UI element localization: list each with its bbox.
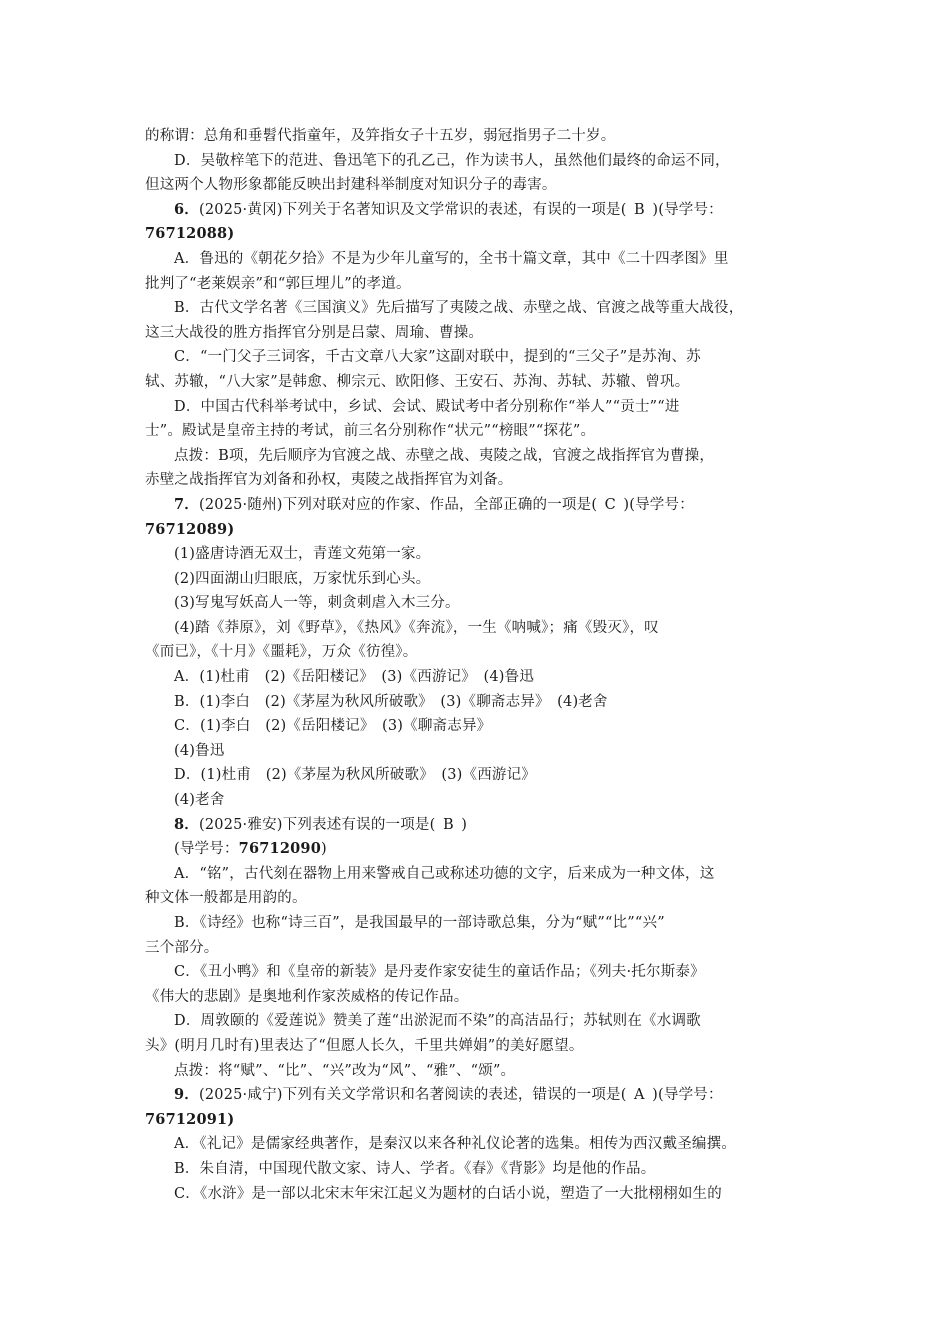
option-line: 轼、苏辙，“八大家”是韩愈、柳宗元、欧阳修、王安石、苏洵、苏轼、苏辙、曾巩。 <box>145 373 690 390</box>
answer-letter: B <box>634 201 645 218</box>
question-number: 8． <box>174 815 199 833</box>
document-content <box>145 124 815 1206</box>
option-line: B．(1)李白 (2)《茅屋为秋风所破歌》 (3)《聊斋志异》 (4)老舍 <box>174 693 608 710</box>
answer-letter: C <box>604 496 616 513</box>
question-text: (2025·随州)下列对联对应的作家、作品，全部正确的一项是( <box>199 496 598 513</box>
answer-letter: B <box>442 816 454 833</box>
answer-letter: A <box>634 1087 645 1104</box>
option-line: B．朱自清，中国现代散文家、诗人、学者。《春》《背影》均是他的作品。 <box>174 1160 656 1177</box>
option-line: A．鲁迅的《朝花夕拾》不是为少年儿童写的，全书十篇文章，其中《二十四孝图》里 <box>174 250 729 267</box>
option-line: 《伟大的悲剧》是奥地利作家茨威格的传记作品。 <box>145 988 469 1005</box>
option-line: A．(1)杜甫 (2)《岳阳楼记》 (3)《西游记》 (4)鲁迅 <box>174 669 535 686</box>
couplet-line: (1)盛唐诗酒无双士，青莲文苑第一家。 <box>174 546 431 563</box>
guide-number: 76712088) <box>145 225 235 243</box>
question-8-stem <box>145 813 815 838</box>
couplet-line: (3)写鬼写妖高人一等，刺贪刺虐入木三分。 <box>174 595 460 612</box>
couplet-line: (2)四面湖山归眼底，万家忧乐到心头。 <box>174 570 431 587</box>
question-number: 9． <box>174 1086 199 1104</box>
guide-number: 76712090 <box>238 840 321 858</box>
question-text: (2025·咸宁)下列有关文学常识和名著阅读的表述，错误的一项是( <box>199 1087 627 1104</box>
option-line: A．《礼记》是儒家经典著作，是秦汉以来各种礼仪论著的选集。相传为西汉戴圣编撰。 <box>174 1136 737 1153</box>
option-line: 这三大战役的胜方指挥官分别是吕蒙、周瑜、曹操。 <box>145 324 484 341</box>
option-line: A．“铭”，古代刻在器物上用来警戒自己或称述功德的文字，后来成为一种文体，这 <box>174 865 715 882</box>
hint-line: 赤壁之战指挥官为刘备和孙权，夷陵之战指挥官为刘备。 <box>145 472 513 489</box>
couplet-line: 《而已》，《十月》《噩耗》，万众《彷徨》。 <box>145 644 418 661</box>
option-line: B．古代文学名著《三国演义》先后描写了夷陵之战、赤壁之战、官渡之战等重大战役， <box>174 300 744 317</box>
option-line: 三个部分。 <box>145 939 219 956</box>
option-line: D．中国古代科举考试中，乡试、会试、殿试考中者分别称作“举人”“贡士”“进 <box>174 398 680 415</box>
option-line: C．《水浒》是一部以北宋末年宋江起义为题材的白话小说，塑造了一大批栩栩如生的 <box>174 1185 722 1202</box>
option-line: 批判了“老莱娱亲”和“郭巨埋儿”的孝道。 <box>145 275 411 292</box>
option-line: C．“一门父子三词客，千古文章八大家”这副对联中，提到的“三父子”是苏洵、苏 <box>174 349 701 366</box>
guide-suffix: ) <box>321 841 327 858</box>
text-line: 但这两个人物形象都能反映出封建科举制度对知识分子的毒害。 <box>145 177 557 194</box>
guide-number: 76712089) <box>145 520 235 538</box>
option-line: (4)鲁迅 <box>174 742 225 759</box>
question-9-stem <box>145 1083 815 1108</box>
couplet-line: (4)踏《莽原》，刘《野草》，《热风》《奔流》，一生《呐喊》；痛《毁灭》，叹 <box>174 619 659 636</box>
question-6-stem <box>145 198 815 223</box>
option-line: C．《丑小鸭》和《皇帝的新装》是丹麦作家安徒生的童话作品；《列夫·托尔斯泰》 <box>174 964 705 981</box>
guide-prefix: (导学号： <box>174 841 239 858</box>
question-text: (2025·黄冈)下列关于名著知识及文学常识的表述，有误的一项是( <box>199 201 627 218</box>
question-number: 6． <box>174 200 199 218</box>
question-tail: )(导学号： <box>623 496 694 513</box>
option-line: C．(1)李白 (2)《岳阳楼记》 (3)《聊斋志异》 <box>174 718 492 735</box>
guide-number: 76712091) <box>145 1110 235 1128</box>
option-line: D．周敦颐的《爱莲说》赞美了莲“出淤泥而不染”的高洁品行；苏轼则在《水调歌 <box>174 1013 701 1030</box>
guide-number-line <box>145 837 815 862</box>
question-7-stem <box>145 493 815 518</box>
question-tail: ) <box>461 816 468 833</box>
question-text: (2025·雅安)下列表述有误的一项是( <box>199 816 436 833</box>
question-number: 7． <box>174 495 199 513</box>
question-tail: )(导学号： <box>652 201 723 218</box>
option-line: 头》(明月几时有)里表达了“但愿人长久，千里共婵娟”的美好愿望。 <box>145 1037 584 1054</box>
question-tail: )(导学号： <box>652 1087 723 1104</box>
hint-line: 点拨：将“赋”、“比”、“兴”改为“风”、“雅”、“颂”。 <box>174 1062 516 1079</box>
option-line: 士”。殿试是皇帝主持的考试，前三名分别称作“状元”“榜眼”“探花”。 <box>145 423 596 440</box>
option-line: B．《诗经》也称“诗三百”，是我国最早的一部诗歌总集，分为“赋”“比”“兴” <box>174 915 665 931</box>
option-line: (4)老舍 <box>174 792 225 809</box>
text-line: D．吴敬梓笔下的范进、鲁迅笔下的孔乙己，作为读书人，虽然他们最终的命运不同， <box>174 152 730 169</box>
hint-line: 点拨：B项，先后顺序为官渡之战、赤壁之战、夷陵之战，官渡之战指挥官为曹操， <box>174 447 715 464</box>
option-line: D．(1)杜甫 (2)《茅屋为秋风所破歌》 (3)《西游记》 <box>174 767 536 784</box>
text-line: 的称谓：总角和垂髫代指童年，及笄指女子十五岁，弱冠指男子二十岁。 <box>145 128 616 144</box>
option-line: 种文体一般都是用韵的。 <box>145 890 307 907</box>
